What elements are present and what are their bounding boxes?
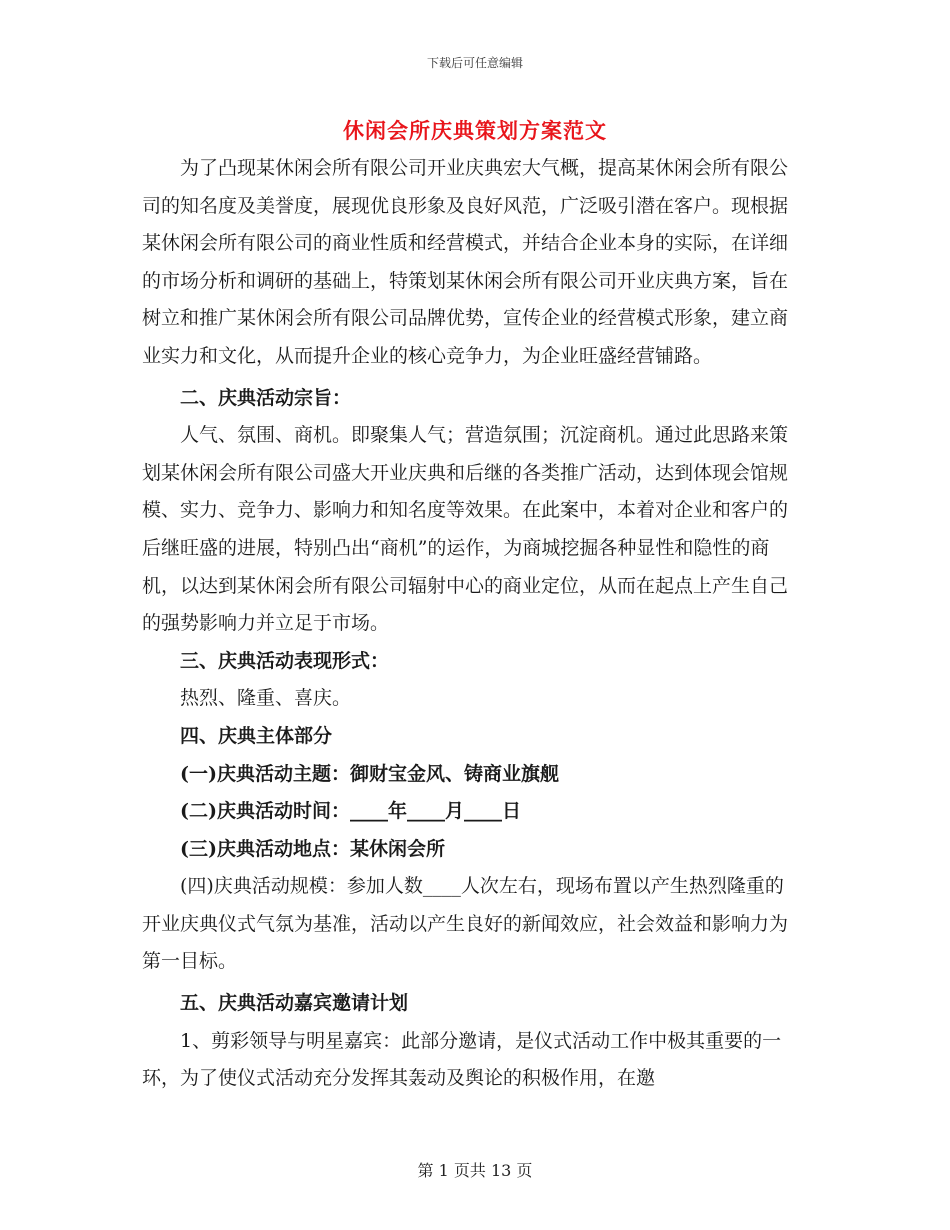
document-body (142, 150, 802, 1098)
document-title: 休闲会所庆典策划方案范文 (343, 118, 607, 143)
subsection-theme: (一)庆典活动主题：御财宝金风、铸商业旗舰 (180, 762, 559, 785)
subsection-location: (三)庆典活动地点：某休闲会所 (180, 837, 445, 860)
form-paragraph: 热烈、隆重、喜庆。 (180, 687, 352, 710)
section-heading-purpose: 二、庆典活动宗旨： (180, 386, 352, 409)
page-number: 第 1 页共 13 页 (417, 1161, 533, 1180)
purpose-paragraph: 人气、氛围、商机。即聚集人气；营造氛围；沉淀商机。通过此思路来策划某休闲会所有限公司盛大开业庆典和后继的各类推广活动，达到体现会馆规模、实力、竞争力、影响力和知名度等效果。在此案中，本着对企业和客户的后继旺盛的进展，特别凸出“商机”的运作，为商城挖掘各种显性和隐性的商机，以达到某休闲会所有限公司辐射中心的商业定位，从而在起点上产生自己的强势影响力并立足于市场。 (142, 424, 789, 635)
subsection-scale: (四)庆典活动规模：参加人数____人次左右，现场布置以产生热烈隆重的开业庆典仪式气氛为基准，活动以产生良好的新闻效应，社会效益和影响力为第一目标。 (142, 875, 789, 973)
guests-paragraph: 1、剪彩领导与明星嘉宾：此部分邀请，是仪式活动工作中极其重要的一环，为了使仪式活动充分发挥其轰动及舆论的积极作用，在邀 (142, 1029, 782, 1090)
section-heading-guests: 五、庆典活动嘉宾邀请计划 (180, 992, 409, 1015)
section-heading-main: 四、庆典主体部分 (180, 724, 333, 747)
page-header-note: 下载后可任意编辑 (426, 56, 523, 70)
subsection-time: (二)庆典活动时间：____年____月____日 (180, 800, 521, 823)
intro-paragraph: 为了凸现某休闲会所有限公司开业庆典宏大气概，提高某休闲会所有限公司的知名度及美誉度，展现优良形象及良好风范，广泛吸引潜在客户。现根据某休闲会所有限公司的商业性质和经营模式，并结合企业本身的实际，在详细的市场分析和调研的基础上，特策划某休闲会所有限公司开业庆典方案，旨在树立和推广某休闲会所有限公司品牌优势，宣传企业的经营模式形象，建立商业实力和文化，从而提升企业的核心竞争力，为企业旺盛经营铺路。 (142, 157, 789, 367)
section-heading-form: 三、庆典活动表现形式： (180, 649, 390, 672)
